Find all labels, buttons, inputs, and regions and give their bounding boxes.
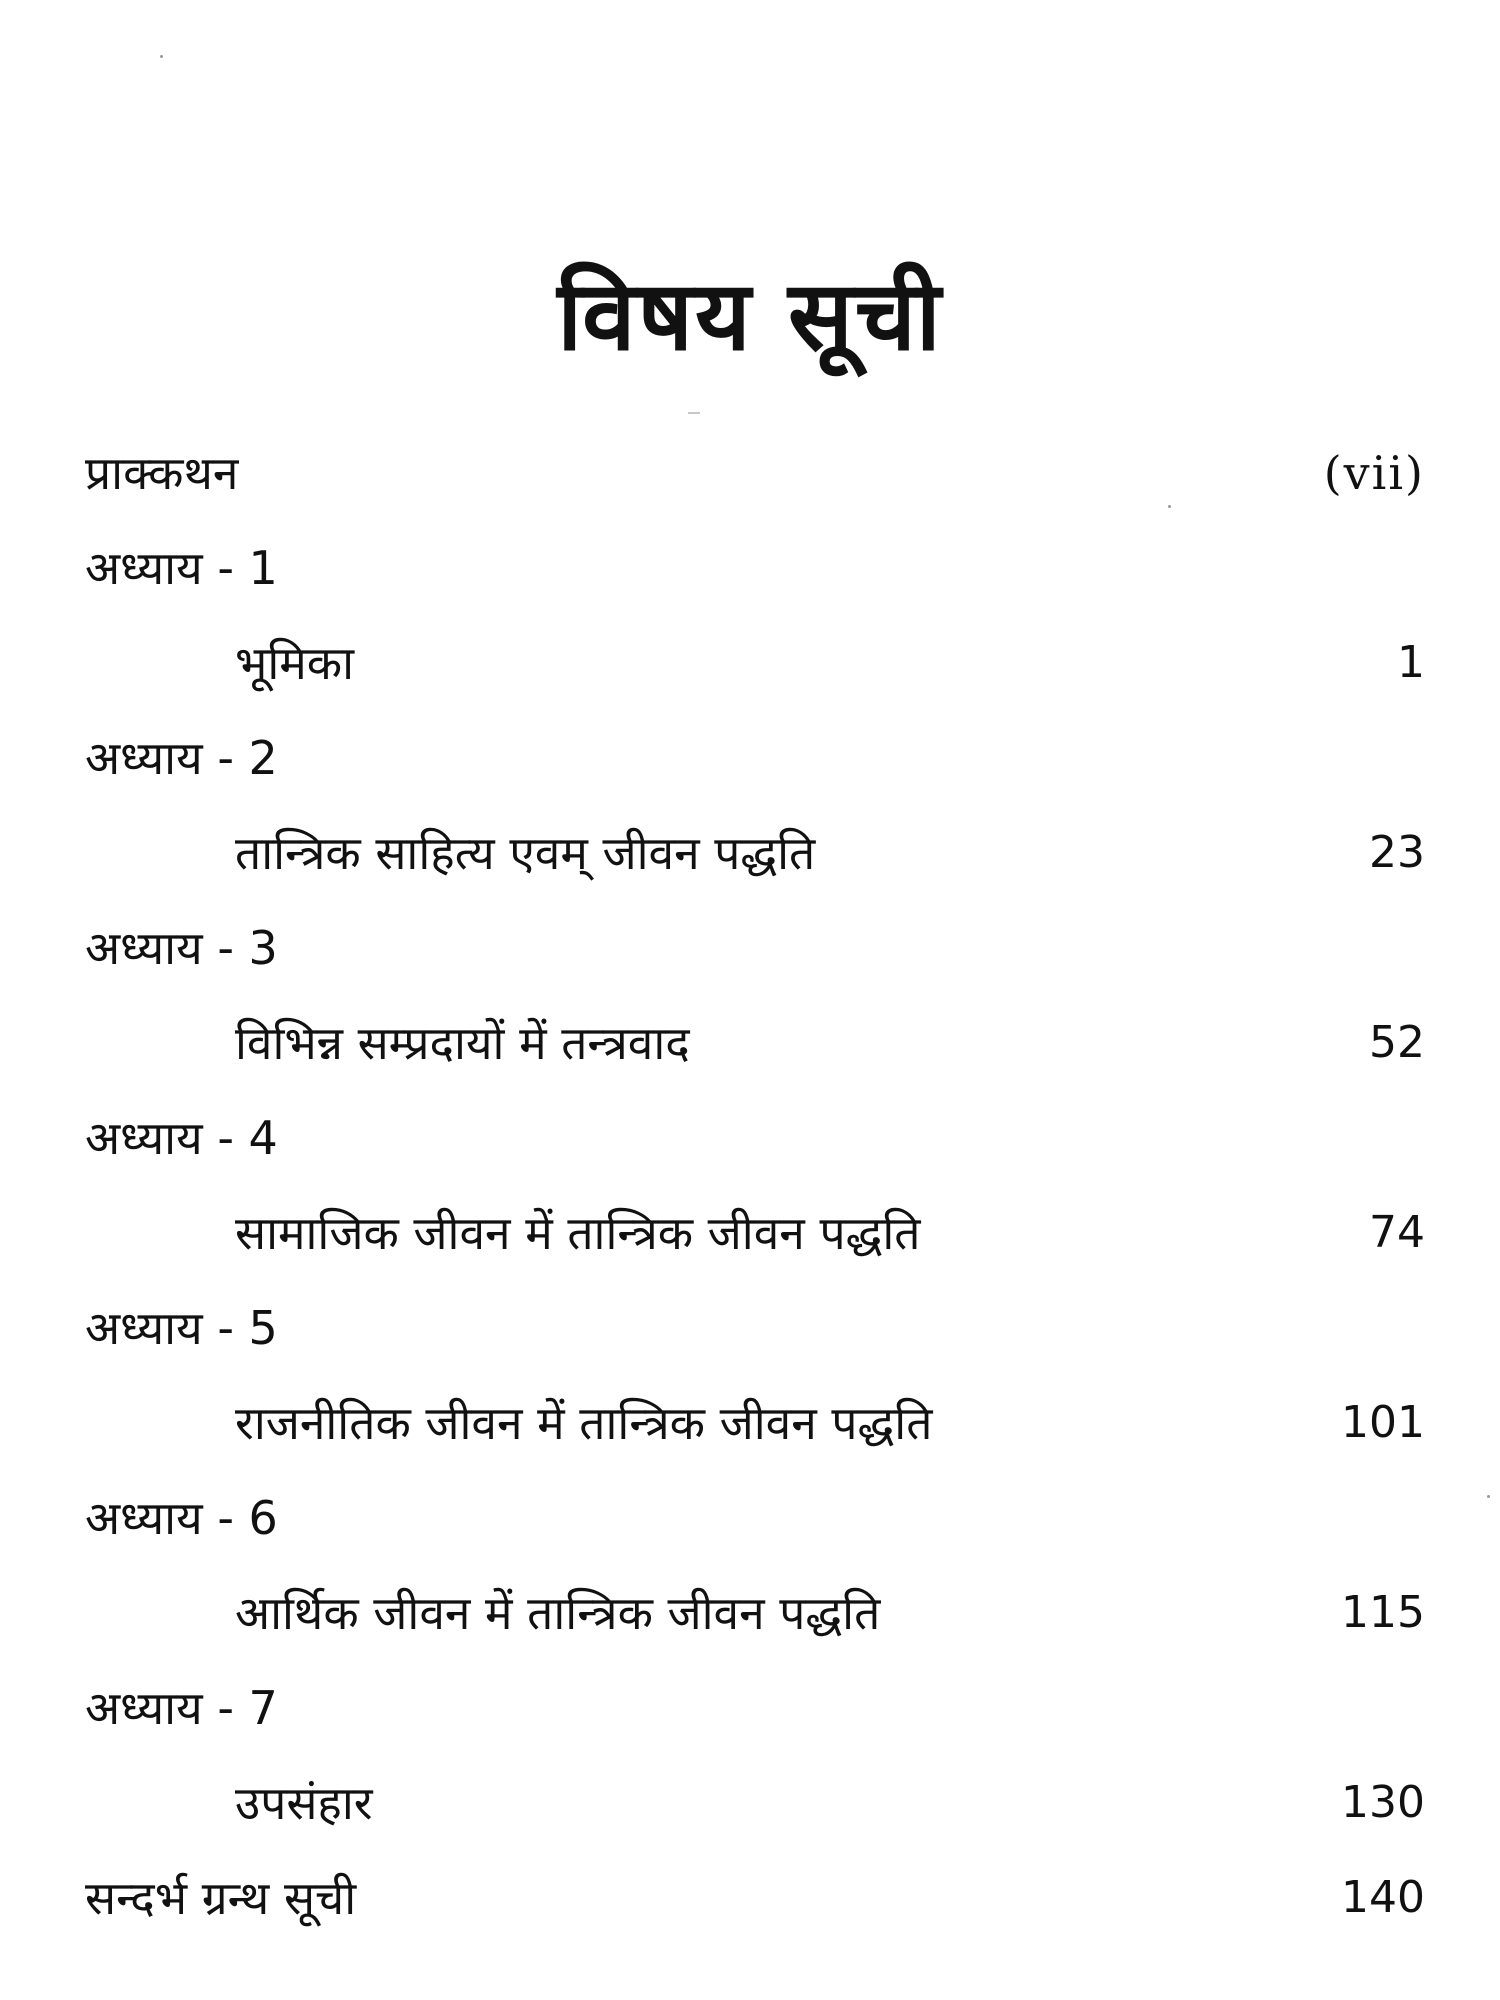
scan-speck (1487, 1495, 1490, 1498)
toc-row-chapter-7 (85, 1660, 1425, 1755)
toc-chapter-heading: अध्याय - 6 (85, 1490, 278, 1545)
toc-entry-label: राजनीतिक जीवन में तान्त्रिक जीवन पद्धति (235, 1395, 933, 1450)
toc-row-chapter-5 (85, 1280, 1425, 1375)
toc-row-chapter-1 (85, 520, 1425, 615)
toc-page-number: 101 (1341, 1396, 1425, 1448)
toc-row-section (85, 1185, 1425, 1280)
toc-page-number: 23 (1369, 826, 1425, 878)
toc-row-section (85, 1375, 1425, 1470)
toc-row-section (85, 805, 1425, 900)
scan-speck (160, 55, 163, 58)
toc-row-chapter-2 (85, 710, 1425, 805)
toc-entry-label: भूमिका (235, 635, 355, 690)
table-of-contents (85, 425, 1425, 1945)
toc-entry-label: उपसंहार (235, 1775, 373, 1830)
toc-entry-label: सन्दर्भ ग्रन्थ सूची (85, 1870, 357, 1925)
toc-chapter-heading: अध्याय - 1 (85, 540, 278, 595)
toc-entry-label: सामाजिक जीवन में तान्त्रिक जीवन पद्धति (235, 1205, 921, 1260)
toc-entry-label: प्राक्कथन (85, 445, 239, 500)
toc-chapter-heading: अध्याय - 5 (85, 1300, 278, 1355)
page-title: विषय सूची (557, 260, 943, 373)
toc-entry-label: तान्त्रिक साहित्य एवम् जीवन पद्धति (235, 825, 816, 880)
toc-row-bibliography (85, 1850, 1425, 1945)
toc-entry-label: आर्थिक जीवन में तान्त्रिक जीवन पद्धति (235, 1585, 881, 1640)
toc-chapter-heading: अध्याय - 3 (85, 920, 278, 975)
toc-row-section (85, 1565, 1425, 1660)
toc-row-chapter-3 (85, 900, 1425, 995)
toc-page-number: 52 (1369, 1016, 1425, 1068)
toc-page-number: 130 (1341, 1776, 1425, 1828)
toc-row-chapter-4 (85, 1090, 1425, 1185)
toc-row-preface (85, 425, 1425, 520)
toc-page-number: 140 (1341, 1871, 1425, 1923)
toc-page-number: 1 (1397, 636, 1425, 688)
toc-page-number: 74 (1369, 1206, 1425, 1258)
toc-page-number: (vii) (1323, 445, 1425, 500)
toc-chapter-heading: अध्याय - 4 (85, 1110, 278, 1165)
toc-chapter-heading: अध्याय - 7 (85, 1680, 278, 1735)
toc-row-section (85, 1755, 1425, 1850)
toc-row-chapter-6 (85, 1470, 1425, 1565)
toc-row-section (85, 995, 1425, 1090)
toc-row-section (85, 615, 1425, 710)
toc-page-number: 115 (1341, 1586, 1425, 1638)
toc-entry-label: विभिन्न सम्प्रदायों में तन्त्रवाद (235, 1015, 690, 1070)
scan-speck (688, 412, 700, 414)
toc-chapter-heading: अध्याय - 2 (85, 730, 278, 785)
